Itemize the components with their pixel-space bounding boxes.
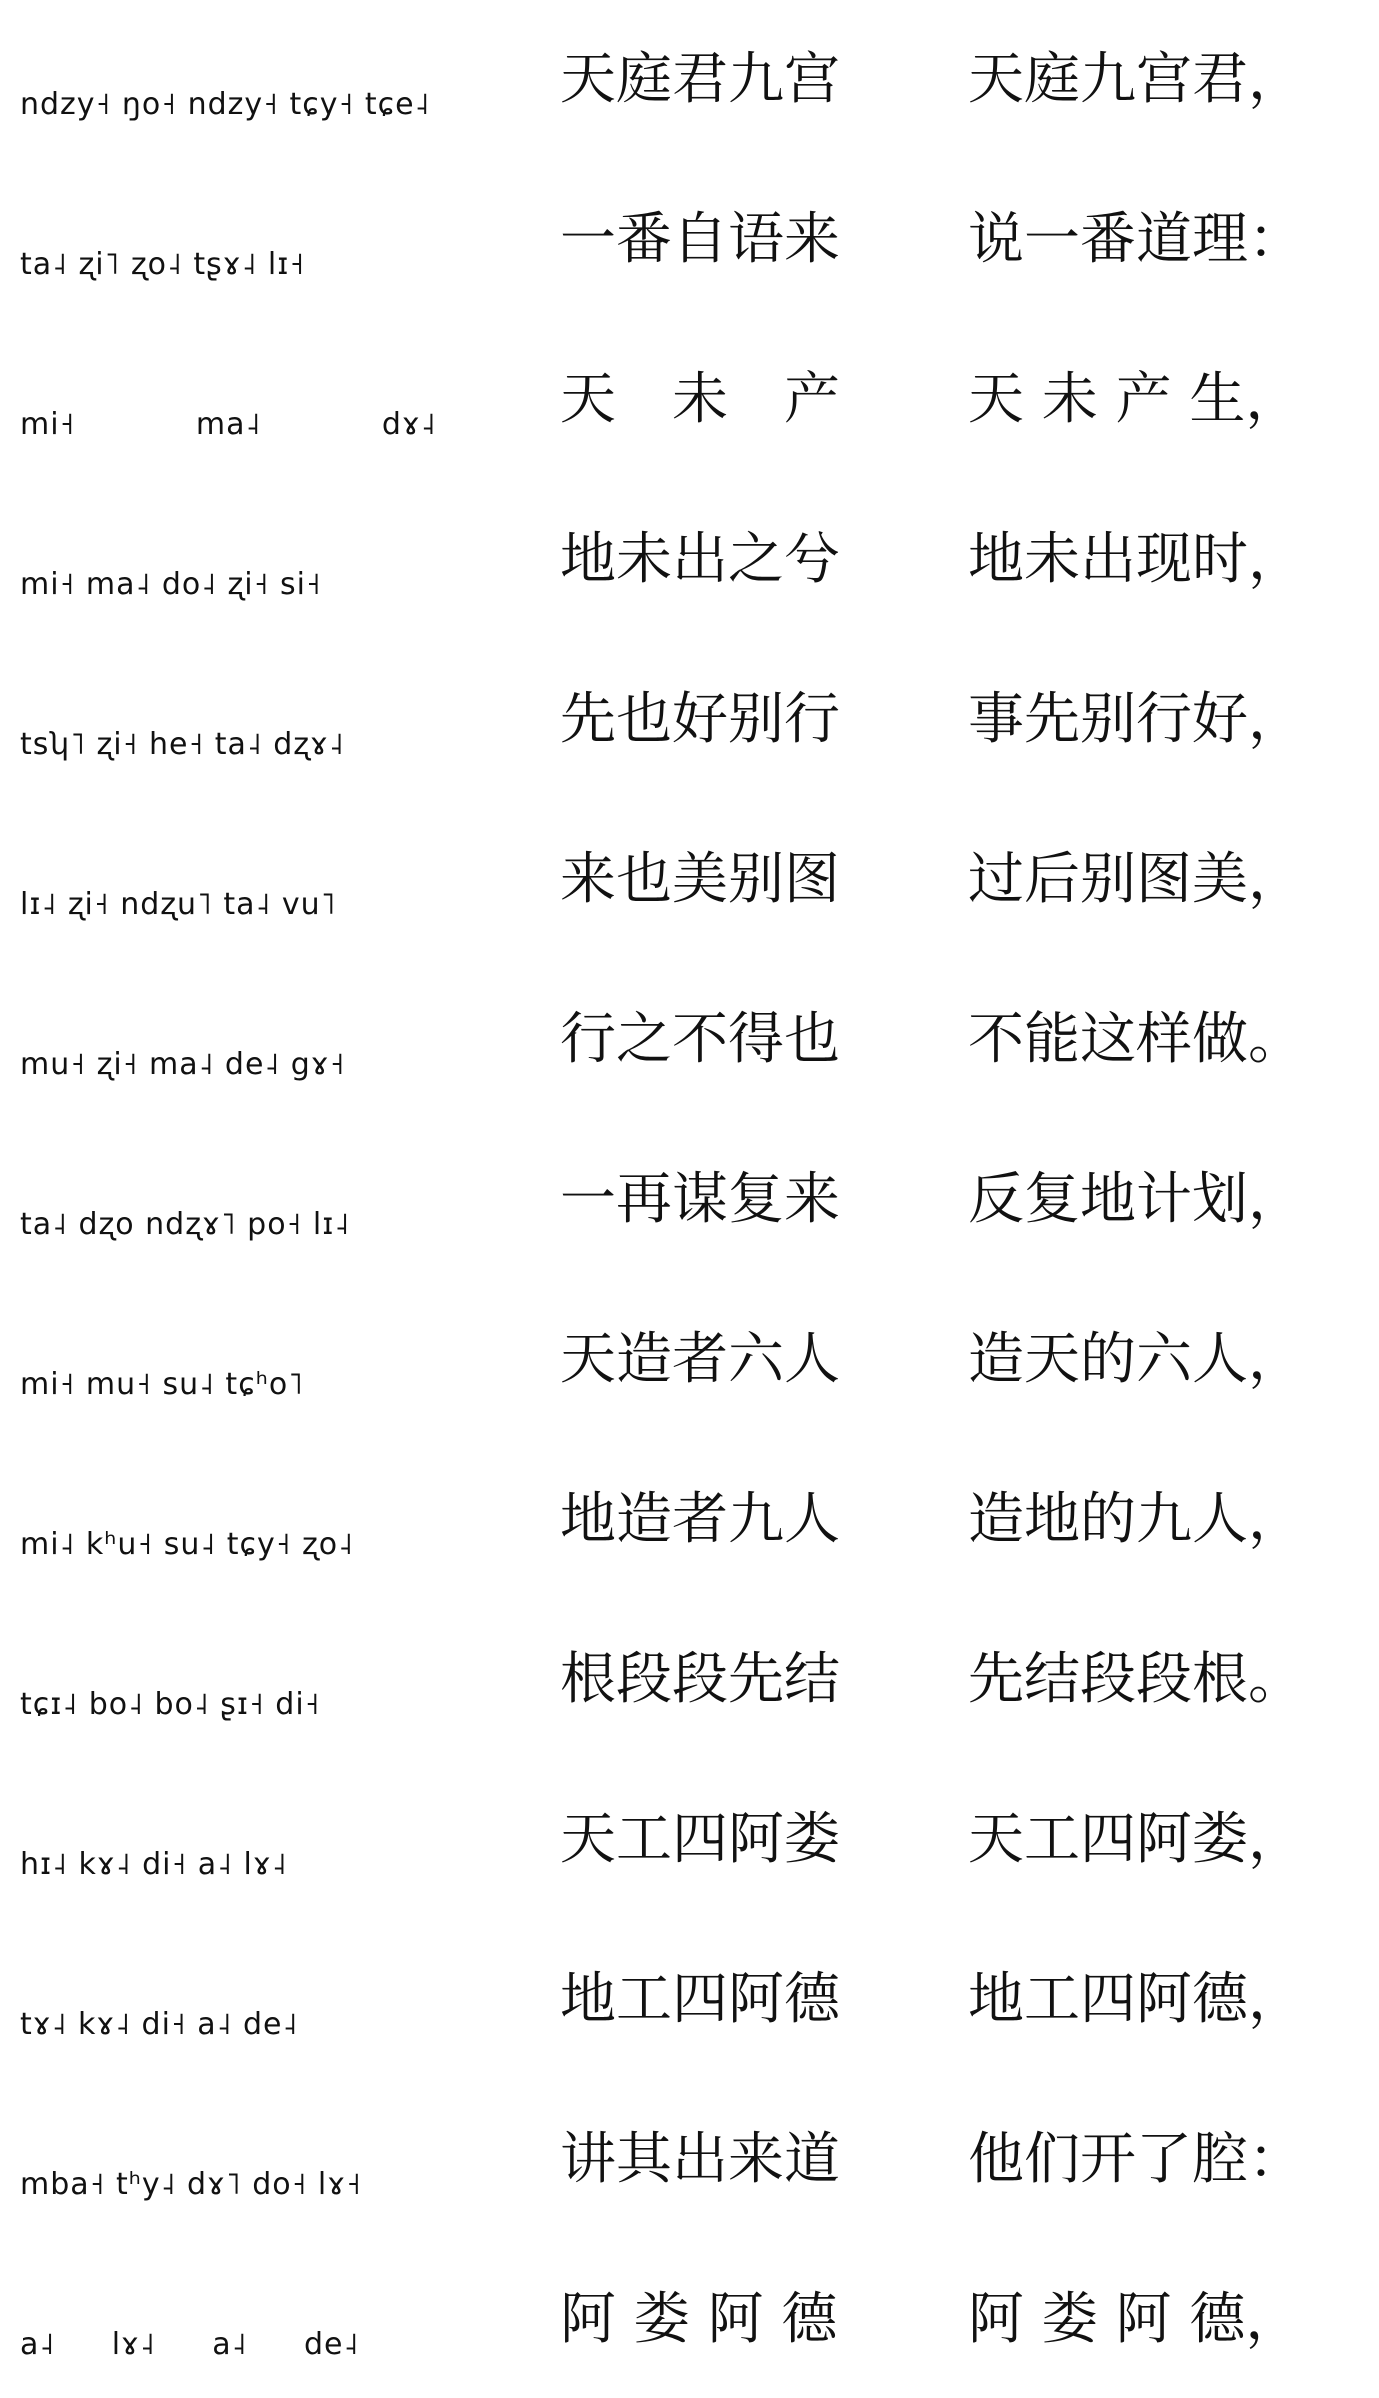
verse-row bbox=[0, 2080, 1379, 2238]
yi-script-cell bbox=[20, 10, 450, 150]
yi-glyphs bbox=[20, 490, 450, 560]
yi-glyphs bbox=[20, 2090, 450, 2160]
yi-glyphs bbox=[20, 170, 450, 240]
verse-row bbox=[0, 640, 1379, 798]
verse-row bbox=[0, 320, 1379, 478]
verse-row bbox=[0, 1600, 1379, 1758]
free-translation: 造天的六人， bbox=[968, 1327, 1304, 1392]
yi-glyphs bbox=[20, 10, 450, 80]
phonetic-transcription: mi˧ ma˨ dɤ˨ bbox=[20, 407, 437, 442]
yi-script-cell bbox=[20, 1610, 450, 1750]
yi-script-cell bbox=[20, 2090, 450, 2230]
yi-script-cell bbox=[20, 330, 450, 470]
free-translation: 他们开了腔： bbox=[968, 2127, 1304, 2192]
yi-glyphs bbox=[20, 330, 450, 400]
yi-script-cell bbox=[20, 1930, 450, 2070]
literal-translation: 先也好别行 bbox=[560, 687, 840, 752]
yi-glyphs bbox=[20, 1770, 450, 1840]
literal-translation: 地造者九人 bbox=[560, 1487, 840, 1552]
verse-row bbox=[0, 160, 1379, 318]
literal-translation: 天工四阿娄 bbox=[560, 1807, 840, 1872]
verse-row bbox=[0, 1440, 1379, 1598]
yi-glyphs bbox=[20, 1930, 450, 2000]
verse-row bbox=[0, 800, 1379, 958]
phonetic-transcription: ta˨ dʐo ndʐɤ˥ po˧ lɪ˨ bbox=[20, 1207, 351, 1242]
yi-script-cell bbox=[20, 1770, 450, 1910]
phonetic-transcription: ta˨ ʐi˥ ʐo˨ tʂɤ˨ lɪ˧ bbox=[20, 247, 306, 282]
yi-glyphs bbox=[20, 1130, 450, 1200]
yi-glyphs bbox=[20, 1290, 450, 1360]
literal-translation: 天 未 产 bbox=[560, 367, 840, 432]
free-translation: 反复地计划， bbox=[968, 1167, 1304, 1232]
literal-translation: 讲其出来道 bbox=[560, 2127, 840, 2192]
free-translation: 地未出现时， bbox=[968, 527, 1304, 592]
yi-script-cell bbox=[20, 1450, 450, 1590]
phonetic-transcription: hɪ˨ kɤ˨ di˧ a˨ lɤ˨ bbox=[20, 1847, 288, 1882]
yi-glyphs bbox=[20, 970, 450, 1040]
free-translation: 阿 娄 阿 德， bbox=[968, 2287, 1302, 2352]
yi-script-cell bbox=[20, 810, 450, 950]
phonetic-transcription: tɤ˨ kɤ˨ di˧ a˨ de˨ bbox=[20, 2007, 299, 2042]
phonetic-transcription: mi˧ ma˨ do˨ ʐi˧ si˧ bbox=[20, 567, 322, 602]
yi-glyphs bbox=[20, 1450, 450, 1520]
phonetic-transcription: mba˧ tʰy˨ dɤ˥ do˧ lɤ˧ bbox=[20, 2167, 362, 2202]
yi-glyphs bbox=[20, 1610, 450, 1680]
literal-translation: 地工四阿德 bbox=[560, 1967, 840, 2032]
yi-script-cell bbox=[20, 170, 450, 310]
free-translation: 事先别行好， bbox=[968, 687, 1304, 752]
phonetic-transcription: lɪ˨ ʐi˧ ndʐu˥ ta˨ vu˥ bbox=[20, 887, 337, 922]
verse-row bbox=[0, 0, 1379, 158]
phonetic-transcription: tsʮ˥ ʐi˧ he˧ ta˨ dʐɤ˨ bbox=[20, 727, 345, 762]
yi-script-cell bbox=[20, 1290, 450, 1430]
phonetic-transcription: tɕɪ˨ bo˨ bo˨ ʂɪ˧ di˧ bbox=[20, 1687, 321, 1722]
yi-glyphs bbox=[20, 2250, 450, 2320]
literal-translation: 天庭君九宫 bbox=[560, 47, 840, 112]
free-translation: 不能这样做。 bbox=[968, 1007, 1304, 1072]
literal-translation: 地未出之兮 bbox=[560, 527, 840, 592]
verse-row bbox=[0, 960, 1379, 1118]
verse-row bbox=[0, 1760, 1379, 1918]
verse-row bbox=[0, 480, 1379, 638]
literal-translation: 天造者六人 bbox=[560, 1327, 840, 1392]
verse-row bbox=[0, 1120, 1379, 1278]
yi-script-cell bbox=[20, 970, 450, 1110]
phonetic-transcription: ndzy˧ ŋo˧ ndzy˧ tɕy˧ tɕe˨ bbox=[20, 87, 431, 122]
free-translation: 天庭九宫君， bbox=[968, 47, 1304, 112]
literal-translation: 行之不得也 bbox=[560, 1007, 840, 1072]
yi-script-cell bbox=[20, 490, 450, 630]
yi-script-cell bbox=[20, 650, 450, 790]
free-translation: 过后别图美， bbox=[968, 847, 1304, 912]
free-translation: 说一番道理： bbox=[968, 207, 1304, 272]
verse-row bbox=[0, 2240, 1379, 2398]
literal-translation: 一番自语来 bbox=[560, 207, 840, 272]
yi-glyphs bbox=[20, 650, 450, 720]
verse-row bbox=[0, 1920, 1379, 2078]
free-translation: 地工四阿德， bbox=[968, 1967, 1304, 2032]
phonetic-transcription: a˨ lɤ˨ a˨ de˨ bbox=[20, 2327, 360, 2362]
literal-translation: 来也美别图 bbox=[560, 847, 840, 912]
verse-row bbox=[0, 1280, 1379, 1438]
free-translation: 造地的九人， bbox=[968, 1487, 1304, 1552]
free-translation: 先结段段根。 bbox=[968, 1647, 1304, 1712]
free-translation: 天 未 产 生， bbox=[968, 367, 1302, 432]
phonetic-transcription: mi˧ mu˧ su˨ tɕʰo˥ bbox=[20, 1367, 304, 1402]
literal-translation: 阿 娄 阿 德 bbox=[560, 2287, 838, 2352]
literal-translation: 根段段先结 bbox=[560, 1647, 840, 1712]
yi-glyphs bbox=[20, 810, 450, 880]
yi-script-cell bbox=[20, 2250, 450, 2390]
phonetic-transcription: mi˨ kʰu˧ su˨ tɕy˧ ʐo˨ bbox=[20, 1527, 354, 1562]
free-translation: 天工四阿娄， bbox=[968, 1807, 1304, 1872]
yi-script-cell bbox=[20, 1130, 450, 1270]
phonetic-transcription: mu˧ ʐi˧ ma˨ de˨ gɤ˧ bbox=[20, 1047, 346, 1082]
literal-translation: 一再谋复来 bbox=[560, 1167, 840, 1232]
